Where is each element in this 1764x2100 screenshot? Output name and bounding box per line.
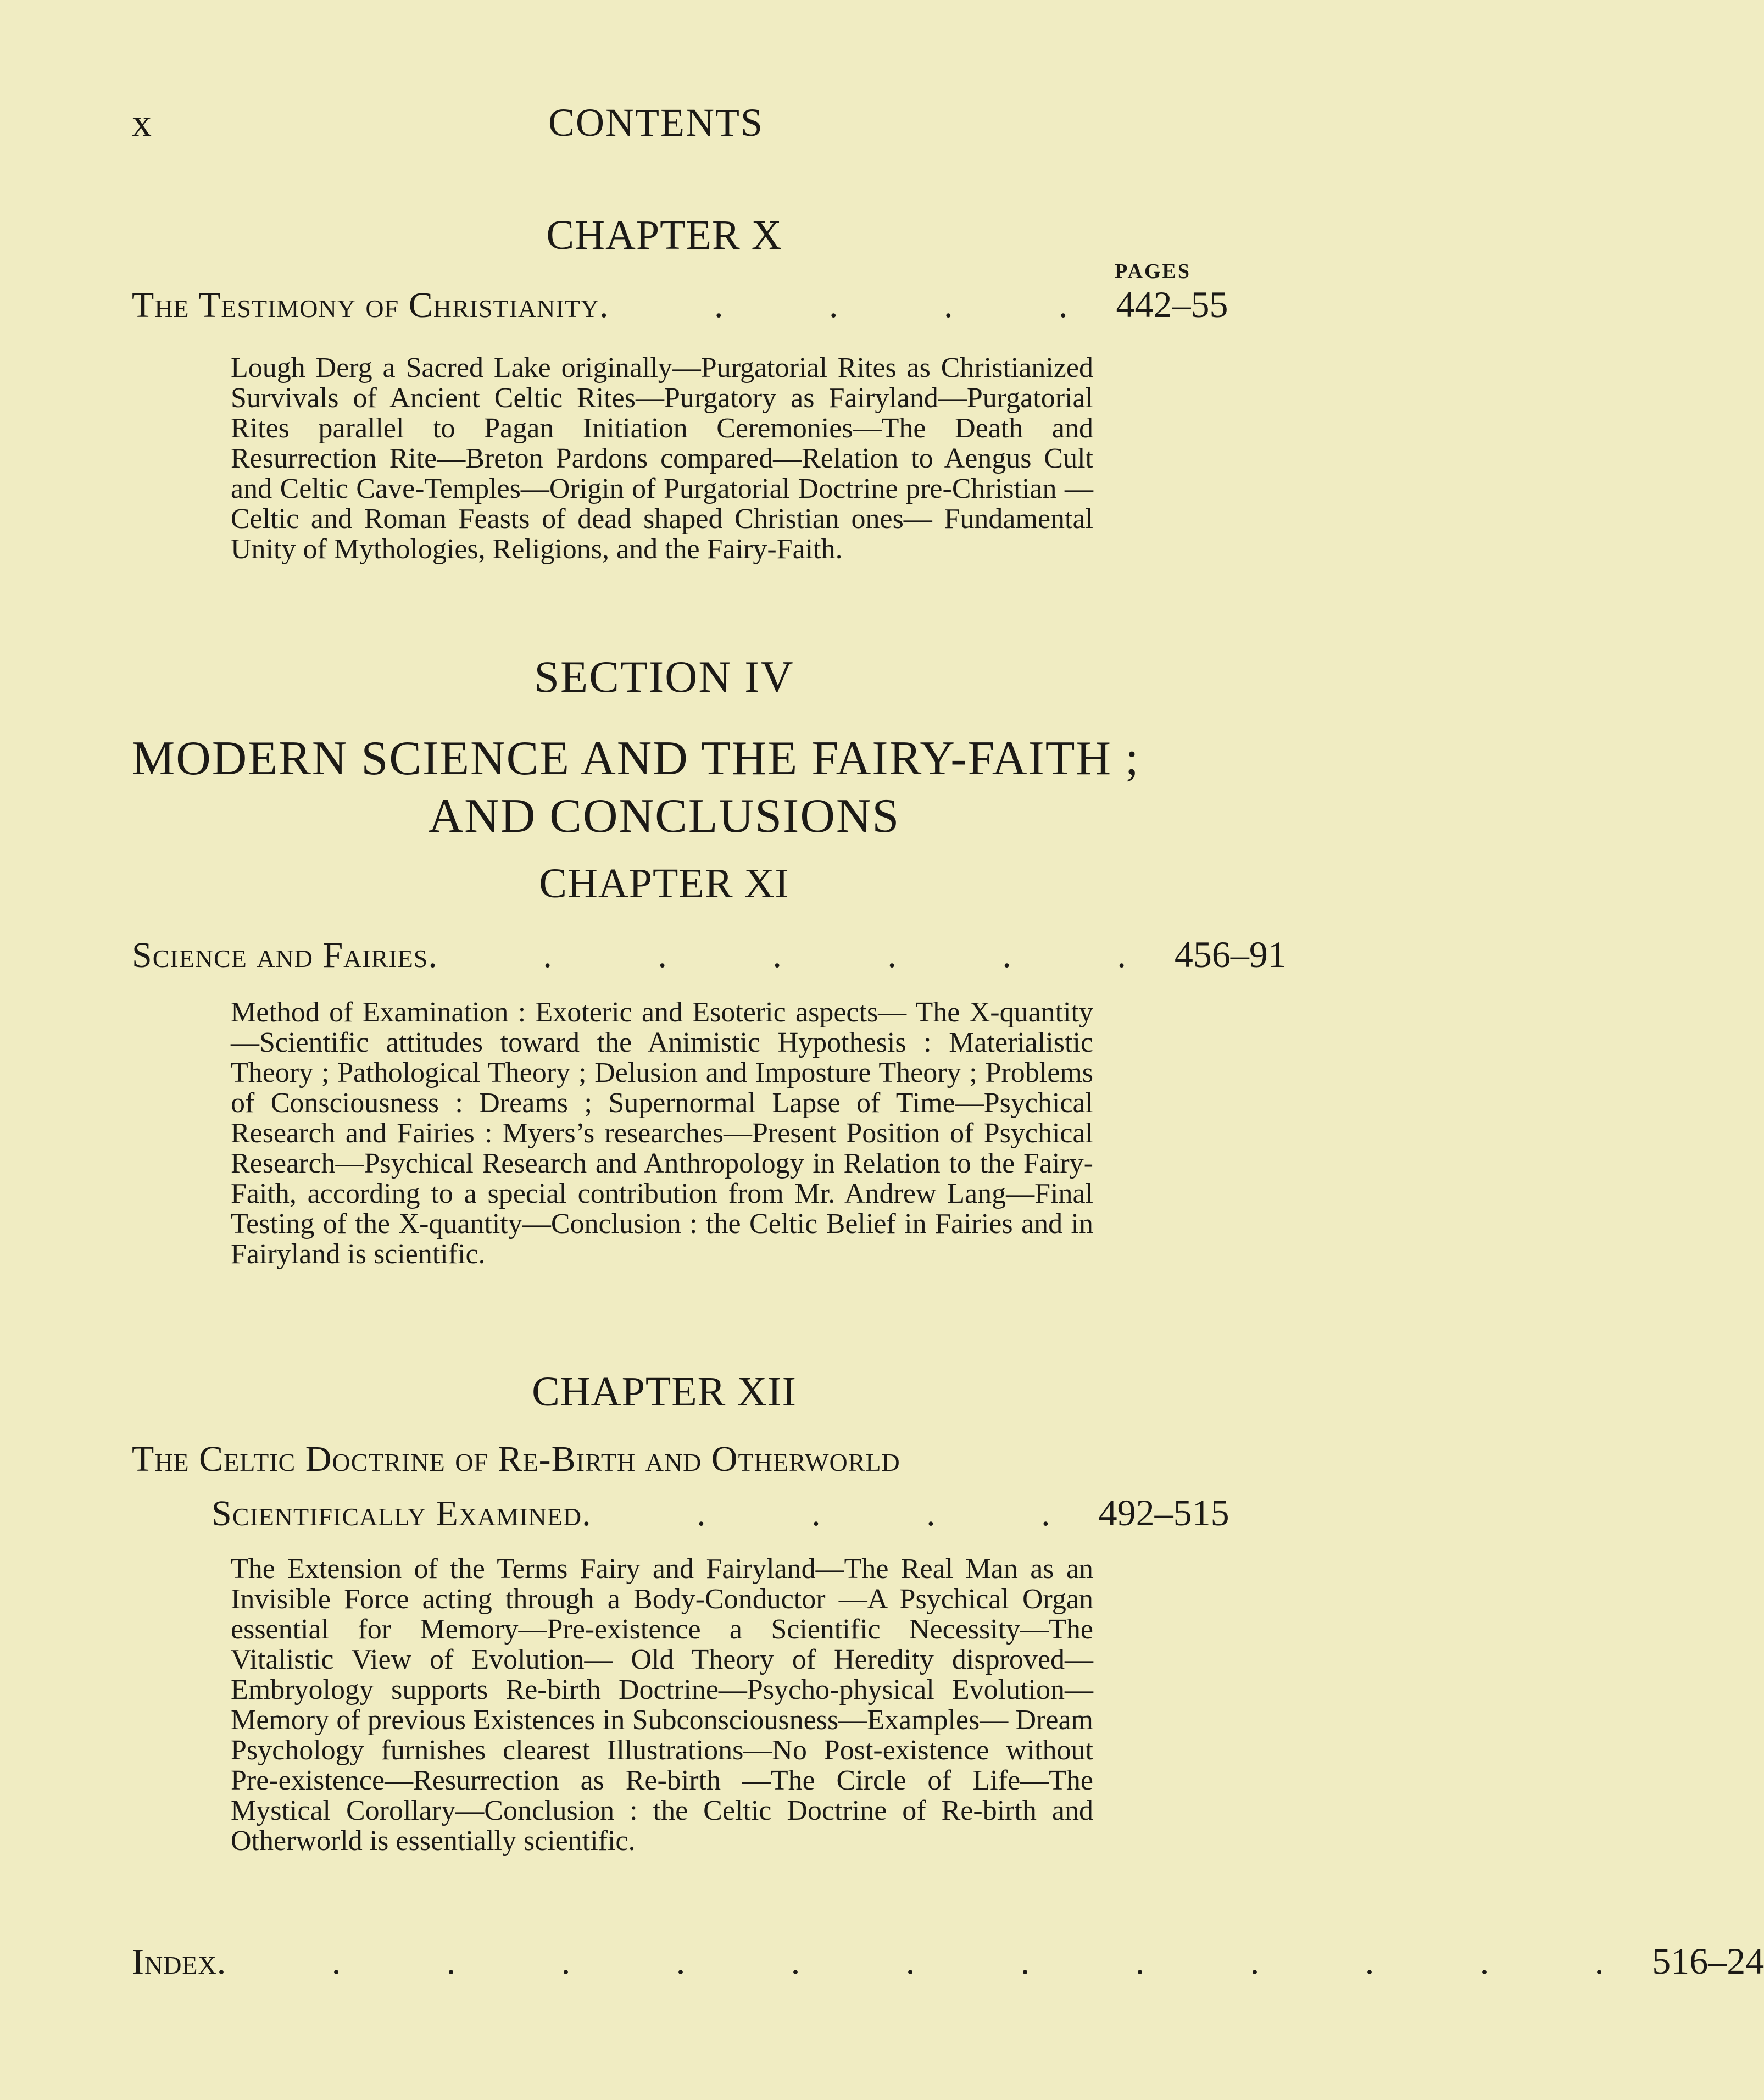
section-iv-heading: SECTION IV bbox=[534, 652, 794, 702]
index-pages: 516–24 bbox=[1652, 1940, 1764, 1982]
chapter-xii-title-line1[interactable]: The Celtic Doctrine of Re-Birth and Otherworld bbox=[132, 1439, 900, 1479]
section-iv-title-line2: AND CONCLUSIONS bbox=[428, 790, 900, 843]
chapter-xii-entry[interactable] bbox=[212, 1491, 1229, 1535]
chapter-x-entry[interactable] bbox=[132, 283, 1228, 326]
chapter-xii-heading: CHAPTER XII bbox=[532, 1369, 797, 1415]
leader-dots: . . . . . . . bbox=[428, 935, 1175, 975]
leader-dots: . . . . . . . . . . . . . bbox=[216, 1942, 1652, 1982]
chapter-xi-summary: Method of Examination : Exoteric and Esoteric aspects— The X-quantity—Scientific attitudes toward the Animistic Hypothesis : Materialistic Theory ; Pathological Theory ; Delusion and Imposture Theory ; Problems of Consciousness : Dreams ; Supernormal Lapse of Time—Psychical Research and Fairies : Myers’s researches—Present Position of Psychical Research—Psychical Research and Anthropology in Relation to the Fairy-Faith, according to a special contribution from Mr. Andrew Lang—Final Testing of the X-quantity—Conclusion : the Celtic Belief in Fairies and in Fairyland is scientific. bbox=[231, 997, 1093, 1270]
section-iv-title-line1: MODERN SCIENCE AND THE FAIRY-FAITH ; bbox=[132, 732, 1140, 785]
index-title: Index bbox=[132, 1942, 217, 1982]
chapter-xii-summary: The Extension of the Terms Fairy and Fairyland—The Real Man as an Invisible Force acting through a Body-Conductor —A Psychical Organ essential for Memory—Pre-existence a Scientific Necessity—The Vitalistic View of Evolution— Old Theory of Heredity disproved—Embryology supports Re-birth Doctrine—Psycho-physical Evolution—Memory of previous Existences in Subconsciousness—Examples— Dream Psychology furnishes clearest Illustrations—No Post-existence without Pre-existence—Resurrection as Re-birth —The Circle of Life—The Mystical Corollary—Conclusion : the Celtic Doctrine of Re-birth and Otherworld is essentially scientific. bbox=[231, 1553, 1093, 1857]
chapter-x-pages: 442–55 bbox=[1116, 284, 1228, 325]
chapter-x-title: The Testimony of Christianity bbox=[132, 285, 600, 325]
chapter-xii-title-line2: Scientifically Examined bbox=[212, 1493, 582, 1534]
chapter-xi-pages: 456–91 bbox=[1174, 934, 1287, 975]
index-entry[interactable] bbox=[132, 1940, 1764, 1983]
chapter-xi-entry[interactable] bbox=[132, 933, 1287, 976]
chapter-x-heading: CHAPTER X bbox=[546, 212, 782, 258]
chapter-xi-heading: CHAPTER XI bbox=[539, 860, 789, 907]
leader-dots: . . . . . bbox=[582, 1493, 1099, 1534]
page-folio: x bbox=[132, 101, 152, 145]
chapter-xi-title: Science and Fairies bbox=[132, 935, 429, 975]
chapter-x-summary: Lough Derg a Sacred Lake originally—Purgatorial Rites as Christianized Survivals of Ancient Celtic Rites—Purgatory as Fairyland—Purgatorial Rites parallel to Pagan Initiation Ceremonies—The Death and Resurrection Rite—Breton Pardons compared—Relation to Aengus Cult and Celtic Cave-Temples—Origin of Purgatorial Doctrine pre-Christian —Celtic and Roman Feasts of dead shaped Christian ones— Fundamental Unity of Mythologies, Religions, and the Fairy-Faith. bbox=[231, 352, 1093, 565]
running-head-title: CONTENTS bbox=[548, 101, 764, 145]
leader-dots: . . . . . bbox=[599, 285, 1116, 325]
pages-label: PAGES bbox=[1115, 260, 1191, 283]
chapter-xii-pages: 492–515 bbox=[1098, 1492, 1229, 1534]
